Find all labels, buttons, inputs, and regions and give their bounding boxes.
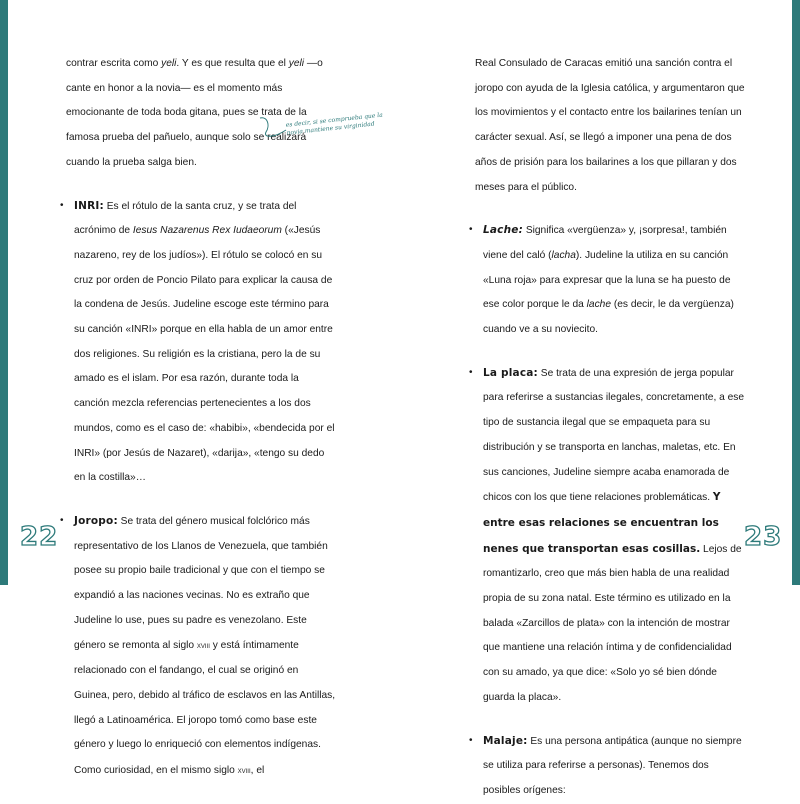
entry-la-placa: • La placa: Se trata de una expresión de jerga popular para referirse a sustancias ilegales, concretamente, a ese tipo de sustancia ilegal que se empaqueta para su distribución y se transporta en lanchas, maletas, etc. En sus canciones, Judeline siempre acaba enamorada de chicos con los que tiene relaciones problemáticas. Y entre esas relaciones se encuentran los nenes que transportan esas cosillas. Lejos de romantizarlo, creo que más bien habla de una realidad propia de su zona natal. Este término es utilizado en la balada «Zarcillos de plata» con la intención de mostrar que mantiene una relación íntima y de confidencialidad con su amado, ya que dice: «Solo yo sé bien dónde guarda la placa».: [475, 361, 745, 711]
right-intro-paragraph: Real Consulado de Caracas emitió una sanción contra el joropo con ayuda de la Iglesia católica, y argumentaron que los movimientos y el contacto entre los bailarines tenían un carácter sexual. Así, se llegó a imponer una pena de dos años de prisión para los bailarines a los que pillaran y dos meses para el público.: [475, 58, 745, 193]
page-number-right: 23: [744, 522, 783, 552]
margin-note: [258, 112, 398, 152]
term-lache: Lache:: [483, 224, 523, 237]
term-malaje: Malaje:: [483, 734, 528, 747]
term-la-placa: La placa:: [483, 366, 538, 379]
term-inri: INRI:: [74, 199, 104, 212]
page-number-left: 22: [20, 522, 59, 552]
margin-note-text: es decir, si se comprueba que la novia mantiene su virginidad: [285, 111, 384, 137]
entry-inri: • INRI: Es el rótulo de la santa cruz, y se trata del acrónimo de Iesus Nazarenus Rex Iudaeorum («Jesús nazareno, rey de los judíos»). El rótulo se colocó en su cruz por orden de Poncio Pilato para explicar la causa de la condena de Jesús. Judeline escoge este término para su canción «INRI» porque en ella habla de un amor entre dos religiones. Su religión es la cristiana, pero la de su amado es el islam. Por esa razón, durante toda la canción mezcla referencias pertenecientes a los dos mundos, como es el caso de: «habibi», «bendecida por el INRI» (por Jesús de Nazaret), «darija», «tengo su dedo en la costilla»…: [66, 194, 336, 491]
entry-lache: • Lache: Significa «vergüenza» y, ¡sorpresa!, también viene del caló (lacha). Judeline la utiliza en su canción «Luna roja» para expresar que la luna se ha puesto de ese color porque le da lache (es decir, le da vergüenza) cuando ve a su noviecito.: [475, 218, 745, 343]
entry-joropo: • Joropo: Se trata del género musical folclórico más representativo de los Llanos de Venezuela, que también posee su propio baile tradicional y que con el tiempo se expandió a las naciones vecinas. No es extraño que Judeline lo use, pues su padre es venezolano. Este género se remonta al siglo xviii y está íntimamente relacionado con el fandango, el cual se originó en Guinea, pero, debido al tráfico de esclavos en las Antillas, llegó a Latinoamérica. El joropo tomó como base este género y luego lo enriqueció con elementos indígenas. Como curiosidad, en el mismo siglo xviii, el: [66, 509, 336, 784]
highlighted-sentence: Y entre esas relaciones se encuentran los nenes que transportan esas cosillas.: [483, 491, 721, 555]
entry-malaje: • Malaje: Es una persona antipática (aunque no siempre se utiliza para referirse a personas). Tenemos dos posibles orígenes:: [475, 729, 745, 804]
left-accent-edge: [0, 0, 8, 585]
left-intro-paragraph: contrar escrita como yeli. Y es que resulta que el yeli —o cante en honor a la novia— es el momento más emocionante de toda boda gitana, pues se trata de la famosa prueba del pañuelo, aunque solo se realizará cuando la prueba salga bien.: [66, 58, 323, 168]
right-accent-edge: [792, 0, 800, 585]
right-page: [475, 52, 745, 804]
left-page: [66, 52, 336, 784]
term-joropo: Joropo:: [74, 514, 118, 527]
